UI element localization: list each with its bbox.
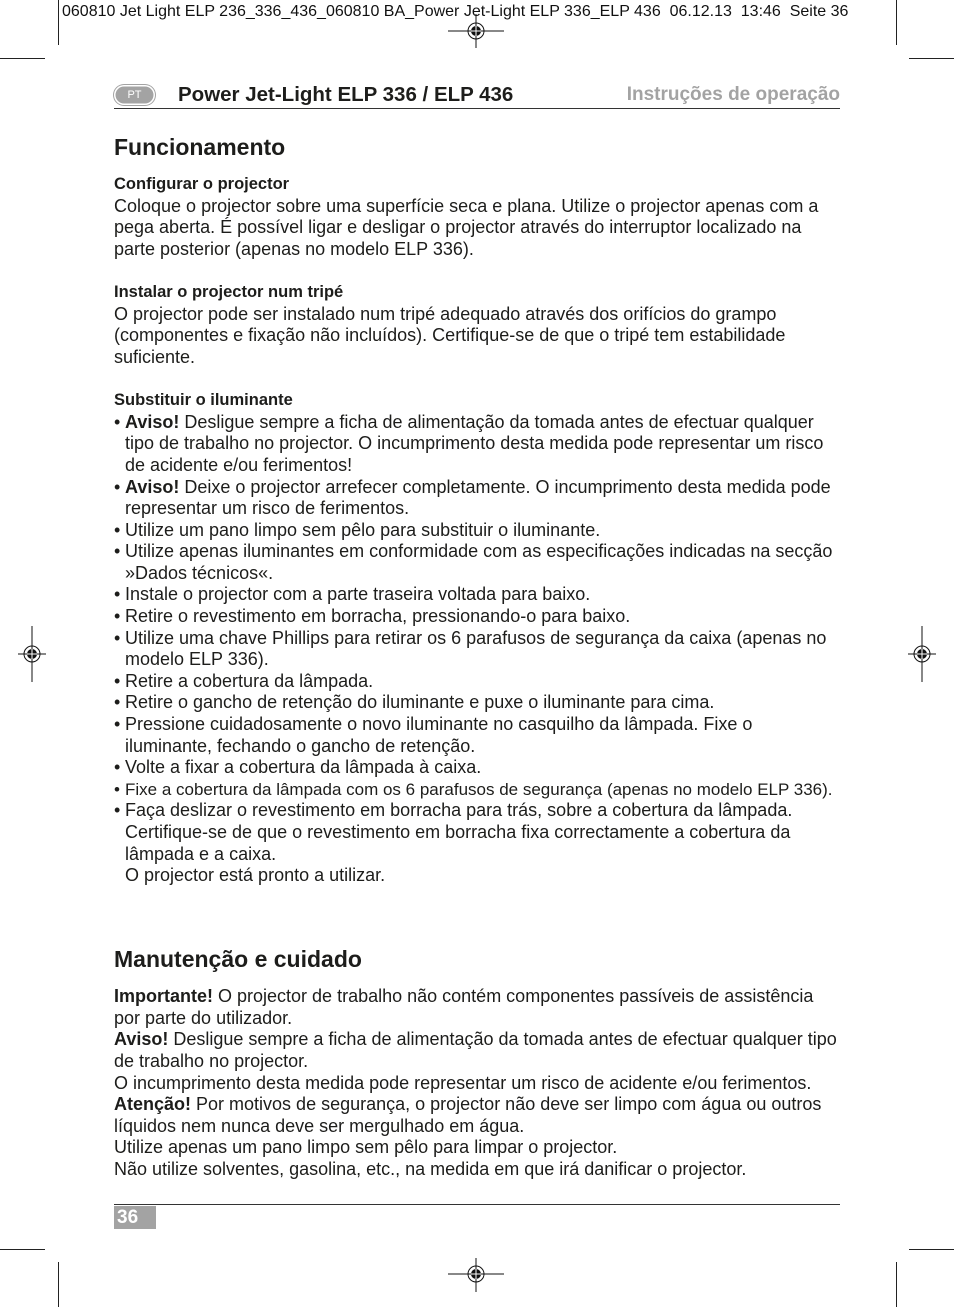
subheading: Substituir o iluminante bbox=[114, 391, 293, 410]
maintenance-paragraph bbox=[114, 1094, 854, 1137]
bullet-item bbox=[114, 779, 854, 801]
bullet-item bbox=[114, 692, 854, 714]
bullet-item bbox=[114, 520, 854, 542]
paragraph-line: O projector pode ser instalado num tripé adequado através dos orifícios do grampo bbox=[114, 303, 777, 324]
maintenance-paragraph bbox=[114, 986, 854, 1029]
bullet-item bbox=[114, 477, 854, 520]
bullet-line: iluminante, fechando o gancho de retenção. bbox=[125, 735, 476, 756]
paragraph-text: O projector de trabalho não contém componentes passíveis de assistência bbox=[218, 986, 814, 1007]
bullet-line bbox=[114, 412, 854, 434]
bullet-item bbox=[114, 606, 854, 628]
paragraph-line: suficiente. bbox=[114, 346, 196, 367]
bullet-item bbox=[114, 584, 854, 606]
registration-mark-icon bbox=[892, 624, 952, 684]
bullet-line: • Utilize apenas iluminantes em conformidade com as especificações indicadas na secção bbox=[114, 541, 854, 563]
crop-mark bbox=[896, 1262, 897, 1307]
bullet-line: • Pressione cuidadosamente o novo iluminante no casquilho da lâmpada. Fixe o bbox=[114, 714, 854, 736]
maintenance-content bbox=[114, 986, 854, 1180]
bullet-item bbox=[114, 757, 854, 779]
bullet-item bbox=[114, 541, 854, 584]
bullet-line: de acidente e/ou ferimentos! bbox=[125, 454, 353, 475]
paragraph-line bbox=[114, 1029, 854, 1051]
bullet-item bbox=[114, 628, 854, 671]
maintenance-paragraph bbox=[114, 1073, 854, 1095]
paragraph-line bbox=[114, 1094, 854, 1116]
paragraph-line: Não utilize solventes, gasolina, etc., na medida em que irá danificar o projector. bbox=[114, 1158, 747, 1179]
bullet-line: • Instale o projector com a parte traseira voltada para baixo. bbox=[114, 584, 854, 606]
paragraph-line: líquidos nem nunca deve ser mergulhado em água. bbox=[114, 1115, 525, 1136]
maintenance-paragraph bbox=[114, 1029, 854, 1072]
document-type: Instruções de operação bbox=[626, 84, 840, 105]
page-number: 36 bbox=[114, 1206, 156, 1229]
footer-rule bbox=[114, 1204, 840, 1205]
paragraph-line: (componentes e fixação não incluídos). Certifique-se de que o tripé tem estabilidade bbox=[114, 325, 786, 346]
maintenance-paragraph bbox=[114, 1159, 854, 1181]
registration-mark-icon bbox=[446, 1, 506, 61]
bullet-line: • Volte a fixar a cobertura da lâmpada à caixa. bbox=[114, 757, 854, 779]
paragraph-text: Desligue sempre a ficha de alimentação da tomada antes de efectuar qualquer tipo bbox=[173, 1029, 837, 1050]
warning-label: Aviso! bbox=[114, 1029, 169, 1050]
crop-mark bbox=[909, 58, 954, 59]
crop-mark bbox=[58, 0, 59, 45]
print-slug: 060810 Jet Light ELP 236_336_436_060810 BA_Power Jet-Light ELP 336_ELP 436 06.12.13 13:46 Seite 36 bbox=[62, 3, 849, 20]
warning-label: Aviso! bbox=[125, 476, 180, 497]
bullet-text: Desligue sempre a ficha de alimentação da tomada antes de efectuar qualquer bbox=[184, 411, 814, 432]
maintenance-paragraph bbox=[114, 1137, 854, 1159]
operation-content bbox=[114, 174, 854, 887]
bullet-line: • Faça deslizar o revestimento em borracha para trás, sobre a cobertura da lâmpada. bbox=[114, 800, 854, 822]
paragraph-line: Utilize apenas um pano limpo sem pêlo para limpar o projector. bbox=[114, 1137, 618, 1158]
crop-mark bbox=[0, 58, 45, 59]
bullet-item bbox=[114, 714, 854, 757]
setup-paragraph bbox=[114, 174, 854, 260]
paragraph-line bbox=[114, 986, 854, 1008]
bullet-line: tipo de trabalho no projector. O incumprimento desta medida pode representar um risco bbox=[125, 433, 824, 454]
paragraph-line: parte posterior (apenas no modelo ELP 336). bbox=[114, 238, 474, 259]
bullet-item bbox=[114, 412, 854, 477]
crop-mark bbox=[0, 1249, 45, 1250]
bullet-line: modelo ELP 336). bbox=[125, 649, 269, 670]
language-badge: PT bbox=[114, 85, 155, 105]
registration-mark-icon bbox=[446, 1244, 506, 1304]
bullet-line: • Retire o gancho de retenção do iluminante e puxe o iluminante para cima. bbox=[114, 692, 854, 714]
bullet-item bbox=[114, 671, 854, 693]
paragraph-line: de trabalho no projector. bbox=[114, 1050, 309, 1071]
bullet-line: O projector está pronto a utilizar. bbox=[125, 865, 386, 886]
paragraph-text: Por motivos de segurança, o projector não deve ser limpo com água ou outros bbox=[196, 1094, 822, 1115]
paragraph-line: Coloque o projector sobre uma superfície seca e plana. Utilize o projector apenas com a bbox=[114, 195, 819, 216]
paragraph-line: pega aberta. É possível ligar e desligar o projector através do interruptor localizado na bbox=[114, 217, 802, 238]
bullet-line: representar um risco de ferimentos. bbox=[125, 498, 410, 519]
tripod-paragraph bbox=[114, 282, 854, 368]
subheading: Configurar o projector bbox=[114, 175, 290, 194]
bullet-line: • Utilize uma chave Phillips para retirar os 6 parafusos de segurança da caixa (apenas no bbox=[114, 628, 854, 650]
crop-mark bbox=[909, 1249, 954, 1250]
registration-mark-icon bbox=[2, 624, 62, 684]
paragraph-line: O incumprimento desta medida pode representar um risco de acidente e/ou ferimentos. bbox=[114, 1072, 812, 1093]
crop-mark bbox=[896, 0, 897, 45]
bullet-line: lâmpada e a caixa. bbox=[125, 843, 277, 864]
bullet-line: • Fixe a cobertura da lâmpada com os 6 parafusos de segurança (apenas no modelo ELP 336). bbox=[114, 779, 854, 801]
bullet-line bbox=[114, 477, 854, 499]
paragraph-line: por parte do utilizador. bbox=[114, 1007, 293, 1028]
caution-label: Atenção! bbox=[114, 1094, 192, 1115]
bullet-line: • Retire o revestimento em borracha, pressionando-o para baixo. bbox=[114, 606, 854, 628]
bullet-text: Deixe o projector arrefecer completamente. O incumprimento desta medida pode bbox=[184, 476, 831, 497]
bullet-line: »Dados técnicos«. bbox=[125, 562, 274, 583]
bulb-replacement-list bbox=[114, 390, 854, 887]
bullet-line: Certifique-se de que o revestimento em borracha fixa correctamente a cobertura da bbox=[125, 822, 791, 842]
bullet-item bbox=[114, 800, 854, 886]
header-rule bbox=[114, 108, 840, 109]
crop-mark bbox=[58, 1262, 59, 1307]
bullet-line: • Retire a cobertura da lâmpada. bbox=[114, 671, 854, 693]
warning-label: Aviso! bbox=[125, 411, 180, 432]
important-label: Importante! bbox=[114, 986, 213, 1007]
subheading: Instalar o projector num tripé bbox=[114, 283, 344, 302]
section-title-operation: Funcionamento bbox=[114, 134, 286, 160]
product-title: Power Jet-Light ELP 336 / ELP 436 bbox=[178, 83, 514, 106]
section-title-maintenance: Manutenção e cuidado bbox=[114, 946, 362, 972]
bullet-line: • Utilize um pano limpo sem pêlo para substituir o iluminante. bbox=[114, 520, 854, 542]
